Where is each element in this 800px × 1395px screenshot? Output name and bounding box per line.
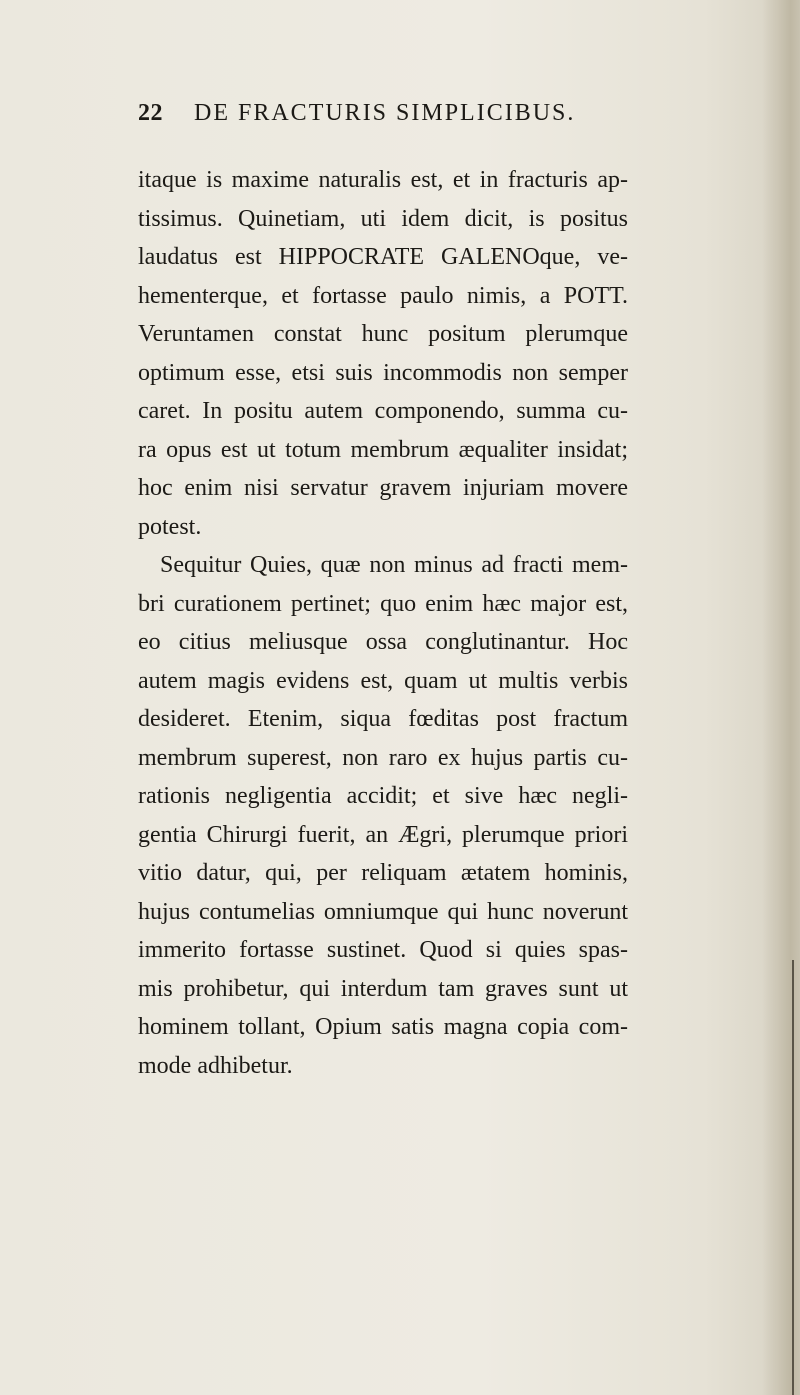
text-line: hujus contumelias omniumque qui hunc noverunt (138, 898, 628, 925)
text-line: gentia Chirurgi fuerit, an Ægri, plerumque priori (138, 821, 628, 848)
text-line: Sequitur Quies, quæ non minus ad fracti mem- (160, 552, 628, 578)
page-number: 22 (138, 100, 163, 126)
text-line: vitio datur, qui, per reliquam ætatem hominis, (138, 860, 628, 886)
page-header (138, 100, 638, 140)
running-head: DE FRACTURIS SIMPLICIBUS. (194, 100, 576, 126)
text-line: tissimus. Quinetiam, uti idem dicit, is positus (138, 205, 628, 232)
text-line: ra opus est ut totum membrum æqualiter insidat; (138, 436, 628, 463)
text-line: optimum esse, etsi suis incommodis non semper (138, 359, 628, 386)
text-line: eo citius meliusque ossa conglutinantur. Hoc (138, 629, 628, 655)
text-line: desideret. Etenim, siqua fœditas post fractum (138, 706, 628, 732)
body-text (138, 161, 628, 1085)
text-line: bri curationem pertinet; quo enim hæc major est, (138, 590, 628, 617)
text-line: membrum superest, non raro ex hujus partis cu- (138, 744, 628, 771)
text-line: mis prohibetur, qui interdum tam graves sunt ut (138, 975, 628, 1002)
text-line: hominem tollant, Opium satis magna copia com- (138, 1014, 628, 1040)
text-line: hoc enim nisi servatur gravem injuriam movere (138, 475, 628, 501)
text-line: mode adhibetur. (138, 1052, 293, 1079)
text-line: immerito fortasse sustinet. Quod si quies spas- (138, 937, 628, 963)
text-line: rationis negligentia accidit; et sive hæc negli- (138, 783, 628, 809)
text-line: Veruntamen constat hunc positum plerumque (138, 321, 628, 347)
text-line: laudatus est HIPPOCRATE GALENOque, ve- (138, 244, 628, 270)
text-line: autem magis evidens est, quam ut multis verbis (138, 667, 628, 694)
text-line: caret. In positu autem componendo, summa cu- (138, 398, 628, 424)
text-line: itaque is maxime naturalis est, et in fracturis ap- (138, 167, 628, 193)
text-line: potest. (138, 513, 202, 540)
page-edge-line (792, 960, 794, 1395)
text-line: hementerque, et fortasse paulo nimis, a POTT. (138, 282, 628, 309)
page-edge-shadow (762, 0, 800, 1395)
